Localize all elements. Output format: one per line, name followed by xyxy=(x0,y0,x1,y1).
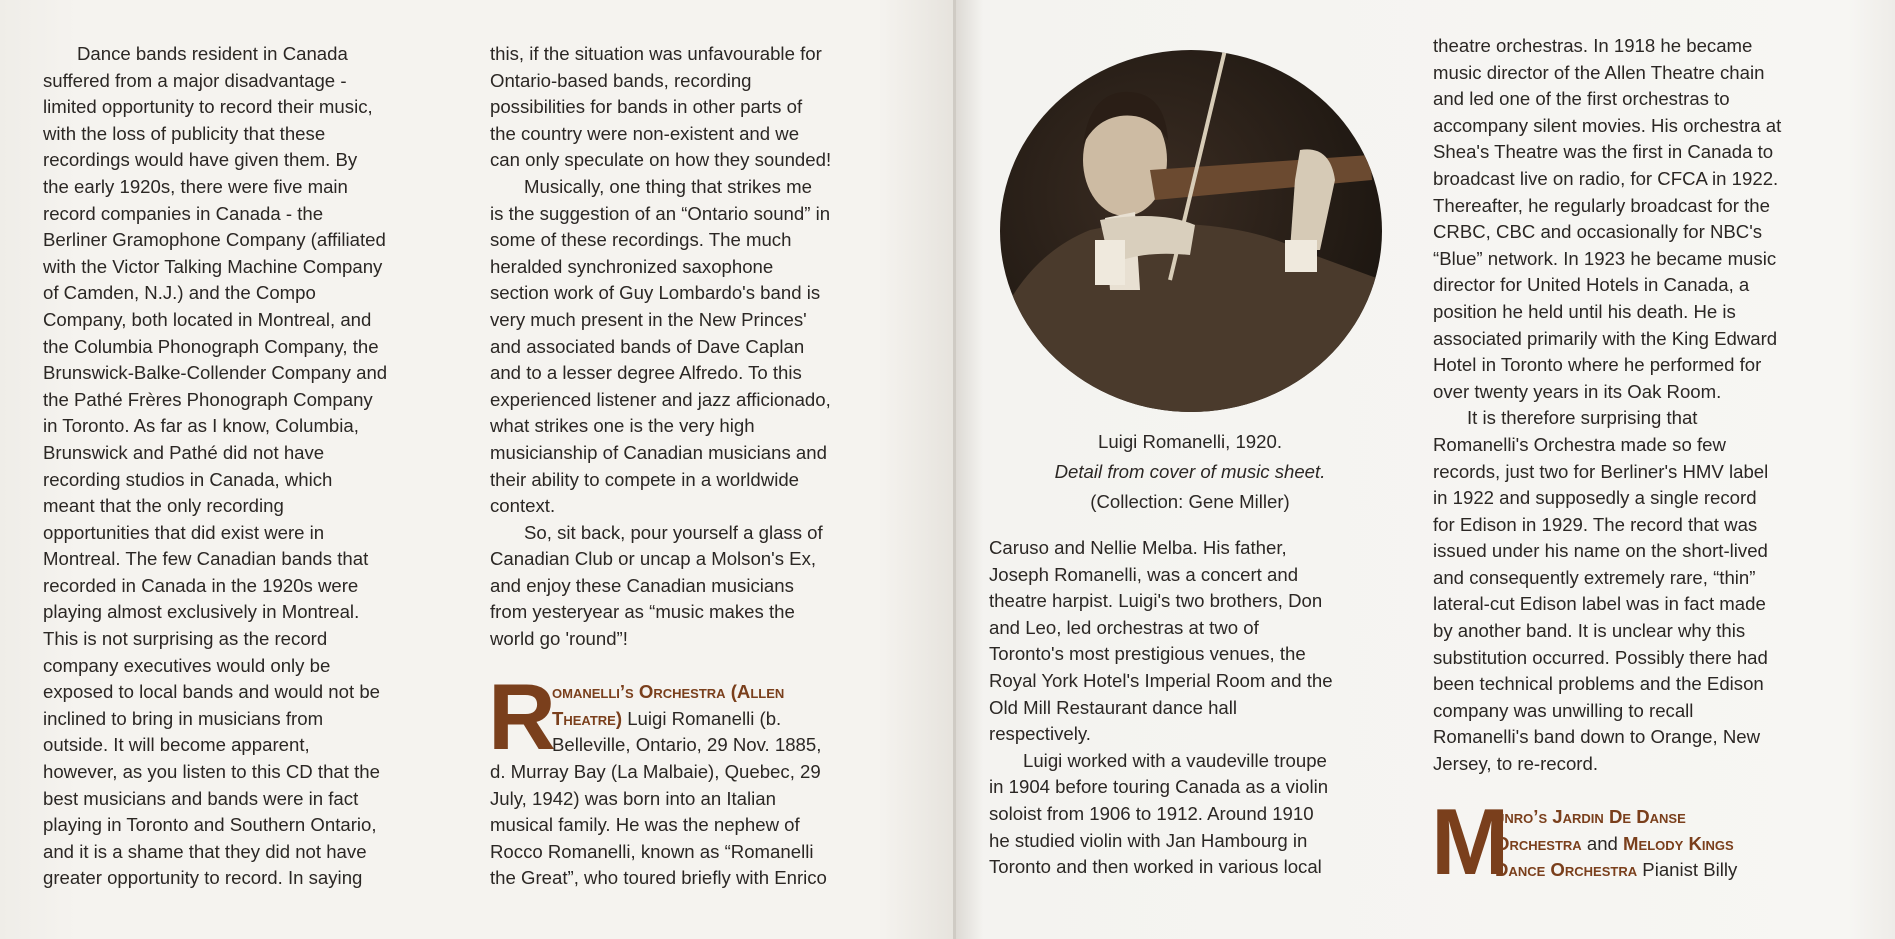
text-line: opportunities that did exist were in xyxy=(43,521,325,543)
violinist-image xyxy=(1000,50,1382,412)
text-line: greater opportunity to record. In saying xyxy=(43,867,363,889)
text-line: Romanelli's Orchestra made so few xyxy=(1433,433,1726,455)
text-line: best musicians and bands were in fact xyxy=(43,787,359,809)
text-line: musicianship of Canadian musicians and xyxy=(490,441,827,463)
text-line: in 1904 before touring Canada as a violin xyxy=(989,776,1329,798)
text-line: meant that the only recording xyxy=(43,495,284,517)
column-1 xyxy=(43,41,387,892)
text-line: accompany silent movies. His orchestra at xyxy=(1433,114,1782,136)
text-line: respectively. xyxy=(989,723,1091,745)
text-line: Toronto and then worked in various local xyxy=(989,856,1322,878)
section-heading-munro xyxy=(1431,789,1781,895)
text-line: associated primarily with the King Edward xyxy=(1433,327,1778,349)
text-line: Old Mill Restaurant dance hall xyxy=(989,696,1238,718)
text-line: Romanelli's band down to Orange, New xyxy=(1433,726,1761,748)
heading-text: omanelli’s Orchestra (Allen xyxy=(552,681,785,703)
text-line: with the loss of publicity that these xyxy=(43,122,326,144)
column-3 xyxy=(989,535,1333,881)
text-line: Company, both located in Montreal, and xyxy=(43,308,372,330)
text-line: context. xyxy=(490,495,556,517)
text-line: what strikes one is the very high xyxy=(490,415,755,437)
text-line: records, just two for Berliner's HMV label xyxy=(1433,460,1769,482)
text-line: music director of the Allen Theatre chain xyxy=(1433,61,1765,83)
text-line: Luigi worked with a vaudeville troupe xyxy=(1023,749,1327,771)
text-line: this, if the situation was unfavourable for xyxy=(490,43,822,64)
text-line: however, as you listen to this CD that the xyxy=(43,761,380,783)
text-line: the Columbia Phonograph Company, the xyxy=(43,335,379,357)
text-line: It is therefore surprising that xyxy=(1467,407,1698,429)
text-line: and consequently extremely rare, “thin” xyxy=(1433,566,1756,588)
text-line: the early 1920s, there were five main xyxy=(43,175,348,197)
text-line: been technical problems and the Edison xyxy=(1433,673,1764,695)
text-line: substitution occurred. Possibly there had xyxy=(1433,646,1768,668)
text-line: Ontario-based bands, recording xyxy=(490,69,752,91)
heading-text: Orchestra xyxy=(1495,832,1582,854)
text-line: of Camden, N.J.) and the Compo xyxy=(43,282,316,304)
text-line: CRBC, CBC and occasionally for NBC's xyxy=(1433,221,1763,243)
heading-text: unro’s Jardin De Danse xyxy=(1495,806,1686,828)
text-line: Shea's Theatre was the first in Canada to xyxy=(1433,141,1774,163)
text-line: outside. It will become apparent, xyxy=(43,734,310,756)
text-line: and led one of the first orchestras to xyxy=(1433,88,1730,110)
text-line: Brunswick-Balke-Collender Company and xyxy=(43,362,388,384)
text-line: Berliner Gramophone Company (affiliated xyxy=(43,229,386,251)
text-line: the country were non-existent and we xyxy=(490,122,800,144)
section-heading-romanelli xyxy=(488,664,831,770)
text-line: limited opportunity to record their music, xyxy=(43,96,373,118)
text-line: from yesteryear as “music makes the xyxy=(490,601,795,623)
text-line: d. Murray Bay (La Malbaie), Quebec, 29 xyxy=(490,761,821,783)
text-line: Jersey, to re-record. xyxy=(1433,753,1598,775)
heading-text: Melody Kings xyxy=(1623,832,1734,854)
text-line: company was unwilling to recall xyxy=(1433,699,1694,721)
text-line: world go 'round”! xyxy=(490,628,628,650)
text-line: very much present in the New Princes' xyxy=(490,308,807,330)
text-line: Dance bands resident in Canada xyxy=(77,43,348,64)
text-line: experienced listener and jazz afficionado, xyxy=(490,388,831,410)
text-line: in 1922 and supposedly a single record xyxy=(1433,487,1757,509)
photo-caption-title: Luigi Romanelli, 1920. xyxy=(1098,431,1282,452)
text-line: and Leo, led orchestras at two of xyxy=(989,616,1259,638)
text-line: musical family. He was the nephew of xyxy=(490,814,800,836)
text-line: soloist from 1906 to 1912. Around 1910 xyxy=(989,802,1314,824)
text-line: issued under his name on the short-lived xyxy=(1433,540,1768,562)
text-line: playing almost exclusively in Montreal. xyxy=(43,601,360,623)
text-line: can only speculate on how they sounded! xyxy=(490,149,832,171)
text-line: director for United Hotels in Canada, a xyxy=(1433,274,1750,296)
text-line: This is not surprising as the record xyxy=(43,628,328,650)
text-line: Canadian Club or uncap a Molson's Ex, xyxy=(490,548,817,570)
text-line: and associated bands of Dave Caplan xyxy=(490,335,805,357)
heading-text: Dance Orchestra xyxy=(1495,859,1638,881)
text-line: Toronto's most prestigious venues, the xyxy=(989,643,1306,665)
text-line: So, sit back, pour yourself a glass of xyxy=(524,521,823,543)
portrait-photo xyxy=(1000,50,1382,412)
text-line: in Toronto. As far as I know, Columbia, xyxy=(43,415,359,437)
text-line: theatre orchestras. In 1918 he became xyxy=(1433,35,1753,56)
text-line: inclined to bring in musicians from xyxy=(43,707,324,729)
text-line: company executives would only be xyxy=(43,654,331,676)
heading-text: Theatre) xyxy=(552,707,623,729)
text-line: their ability to compete in a worldwide xyxy=(490,468,800,490)
text-line: Caruso and Nellie Melba. His father, xyxy=(989,537,1287,558)
text-line: heralded synchronized saxophone xyxy=(490,255,774,277)
body-text: Belleville, Ontario, 29 Nov. 1885, xyxy=(552,734,822,756)
drop-cap: R xyxy=(488,664,556,770)
text-line: Joseph Romanelli, was a concert and xyxy=(989,563,1299,585)
body-text: Luigi Romanelli (b. xyxy=(622,707,782,729)
page-gutter xyxy=(953,0,956,939)
text-line: and enjoy these Canadian musicians xyxy=(490,574,794,596)
text-line: and to a lesser degree Alfredo. To this xyxy=(490,362,802,384)
text-line: some of these recordings. The much xyxy=(490,229,792,251)
text-line: recorded in Canada in the 1920s were xyxy=(43,574,359,596)
photo-caption-credit: (Collection: Gene Miller) xyxy=(1090,491,1290,512)
text-line: recordings would have given them. By xyxy=(43,149,358,171)
text-line: record companies in Canada - the xyxy=(43,202,324,224)
photo-caption-detail: Detail from cover of music sheet. xyxy=(1054,461,1326,482)
text-line: by another band. It is unclear why this xyxy=(1433,620,1746,642)
text-line: Musically, one thing that strikes me xyxy=(524,175,812,197)
text-line: recording studios in Canada, which xyxy=(43,468,333,490)
text-line: Brunswick and Pathé did not have xyxy=(43,441,325,463)
column-2 xyxy=(490,41,831,892)
text-line: playing in Toronto and Southern Ontario, xyxy=(43,814,377,836)
text-line: theatre harpist. Luigi's two brothers, Don xyxy=(989,590,1323,612)
text-line: broadcast live on radio, for CFCA in 1922. xyxy=(1433,167,1779,189)
text-line: he studied violin with Jan Hambourg in xyxy=(989,829,1308,851)
text-line: exposed to local bands and would not be xyxy=(43,681,381,703)
text-line: the Pathé Frères Phonograph Company xyxy=(43,388,373,410)
column-4 xyxy=(1431,33,1782,895)
text-line: Rocco Romanelli, known as “Romanelli xyxy=(490,840,814,862)
text-line: section work of Guy Lombardo's band is xyxy=(490,282,821,304)
text-line: possibilities for bands in other parts of xyxy=(490,96,803,118)
text-line: lateral-cut Edison label was in fact made xyxy=(1433,593,1766,615)
text-line: over twenty years in its Oak Room. xyxy=(1433,380,1722,402)
body-text: Pianist Billy xyxy=(1637,859,1738,881)
text-line: for Edison in 1929. The record that was xyxy=(1433,513,1758,535)
text-line: and it is a shame that they did not have xyxy=(43,840,367,862)
text-line: Royal York Hotel's Imperial Room and the xyxy=(989,669,1333,691)
text-line: suffered from a major disadvantage - xyxy=(43,69,347,91)
text-line: with the Victor Talking Machine Company xyxy=(43,255,383,277)
text-line: is the suggestion of an “Ontario sound” in xyxy=(490,202,831,224)
text-line: “Blue” network. In 1923 he became music xyxy=(1433,247,1777,269)
text-line: July, 1942) was born into an Italian xyxy=(490,787,776,809)
text-line: Thereafter, he regularly broadcast for the xyxy=(1433,194,1770,216)
text-line: position he held until his death. He is xyxy=(1433,300,1736,322)
drop-cap: M xyxy=(1431,789,1510,895)
text-line: Montreal. The few Canadian bands that xyxy=(43,548,369,570)
text-line: the Great”, who toured briefly with Enrico xyxy=(490,867,827,889)
text-line: Hotel in Toronto where he performed for xyxy=(1433,354,1762,376)
body-text: and xyxy=(1581,832,1624,854)
